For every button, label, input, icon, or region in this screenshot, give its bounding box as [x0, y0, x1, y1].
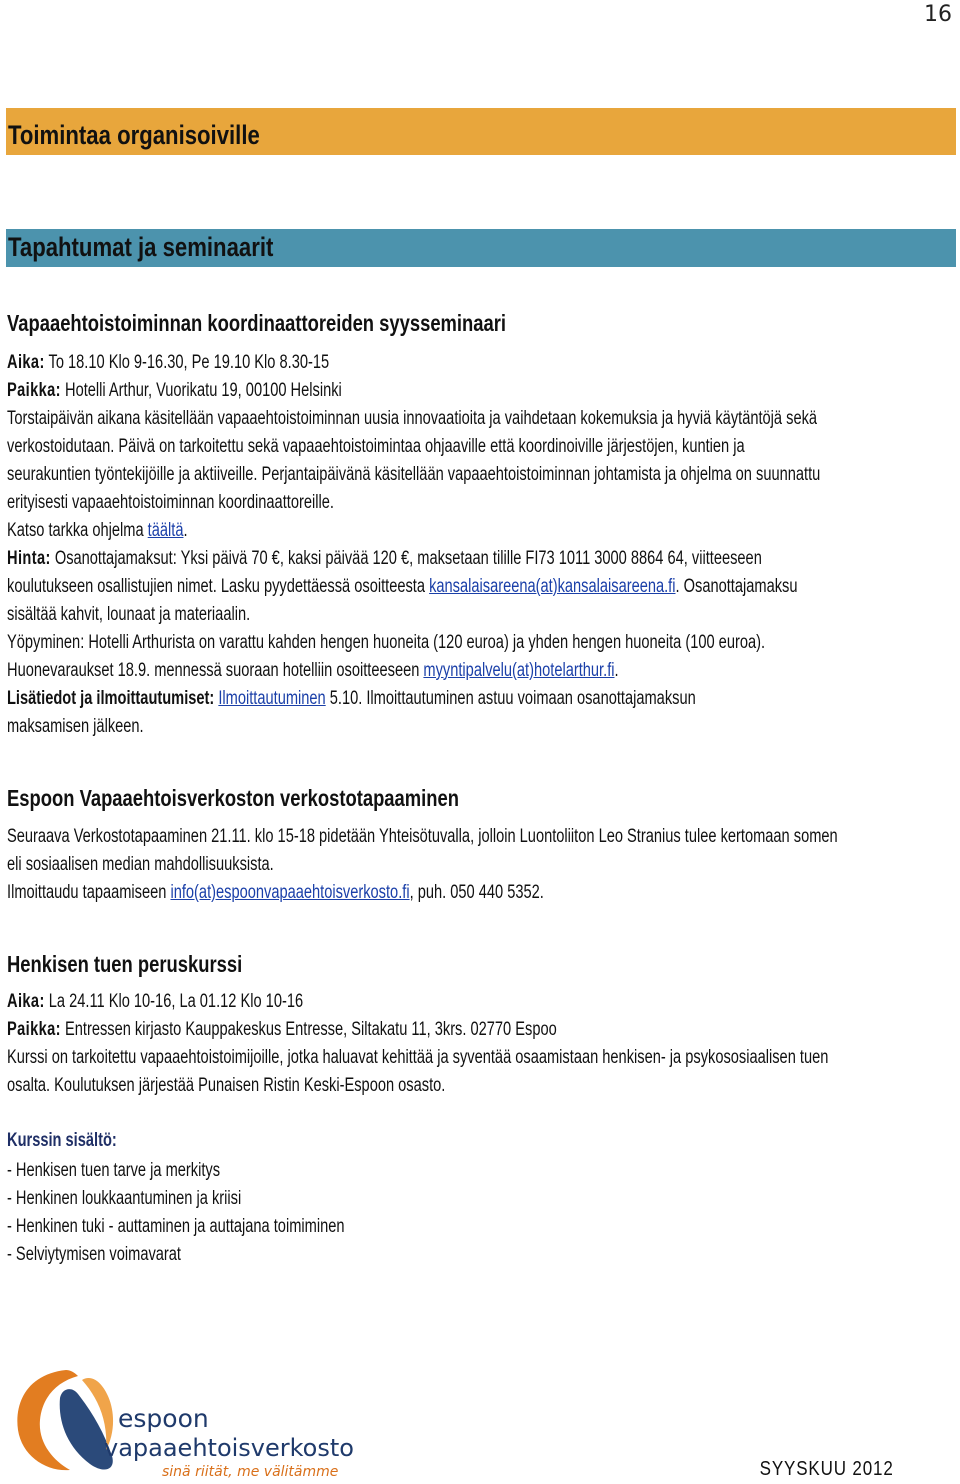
seminar-price	[7, 545, 762, 573]
seminar-description: Torstaipäivän aikana käsitellään vapaaehtoistoiminnan uusia innovaatioita ja vaihdetaan kokemuksia ja hyviä käytäntöjä sekä	[7, 408, 818, 429]
registration-label: Lisätiedot ja ilmoittautumiset:	[7, 688, 215, 709]
signup-text: Ilmoittaudu tapaamiseen	[7, 882, 171, 903]
seminar-description: seurakuntien työntekijöille ja aktiiveille. Perjantaipäivänä käsitellään vapaaehtoistoiminnan johtamista ja ohjelma on suunnattu	[7, 464, 821, 485]
section-banner-events	[6, 229, 956, 267]
time-value: To 18.10 Klo 9-16.30, Pe 19.10 Klo 8.30-15	[44, 352, 330, 373]
seminar-program	[7, 517, 188, 545]
course-description: Kurssi on tarkoitettu vapaaehtoistoimijoille, jotka haluavat kehittää ja syventää osaamistaan henkisen- ja psykososiaalisen tuen	[7, 1047, 829, 1068]
time-label: Aika:	[7, 352, 45, 373]
seminar-description: verkostoidutaan. Päivä on tarkoitettu sekä vapaaehtoistoimintaa ohjaaville että koordinoiville järjestöjen, kuntien ja	[7, 436, 745, 457]
seminar-place	[7, 377, 342, 405]
price-text: . Osanottajamaksu	[675, 576, 798, 597]
invoice-email-link[interactable]: kansalaisareena(at)kansalaisareena.fi	[429, 576, 676, 597]
section-banner-organizers	[6, 108, 956, 155]
place-label: Paikka:	[7, 380, 61, 401]
seminar-registration: maksamisen jälkeen.	[7, 716, 144, 737]
seminar-registration	[7, 685, 696, 713]
seminar-price: sisältää kahvit, lounaat ja materiaalin.	[7, 604, 251, 625]
seminar-time	[7, 349, 329, 377]
program-end: .	[183, 520, 188, 541]
footer-date: SYYSKUU 2012	[760, 1458, 894, 1480]
seminar-price	[7, 573, 797, 601]
time-label: Aika:	[7, 991, 45, 1012]
network-meeting-signup	[7, 879, 544, 907]
seminar-accommodation: Yöpyminen: Hotelli Arthurista on varattu kahden hengen huoneita (120 euroa) ja yhden hengen huoneita (100 euroa).	[7, 632, 766, 653]
network-meeting-title: Espoon Vapaaehtoisverkoston verkostotapaaminen	[7, 785, 459, 811]
booking-end: .	[614, 660, 619, 681]
network-meeting-text: Seuraava Verkostotapaaminen 21.11. klo 15-18 pidetään Yhteisötuvalla, jolloin Luontoliiton Leo Stranius tulee kertomaan somen	[7, 826, 838, 847]
course-content-item: - Henkinen loukkaantuminen ja kriisi	[7, 1188, 242, 1209]
place-value: Entressen kirjasto Kauppakeskus Entresse, Siltakatu 11, 3krs. 02770 Espoo	[60, 1019, 557, 1040]
page-number: 16	[924, 2, 952, 27]
registration-link[interactable]: Ilmoittautuminen	[218, 688, 326, 709]
seminar-booking	[7, 657, 619, 685]
signup-phone: , puh. 050 440 5352.	[409, 882, 544, 903]
logo-text-espoon: espoon	[118, 1404, 209, 1433]
logo-text-vapaaehtoisverkosto: vapaaehtoisverkosto	[104, 1434, 354, 1462]
price-label: Hinta:	[7, 548, 51, 569]
course-content-item: - Henkisen tuen tarve ja merkitys	[7, 1160, 221, 1181]
logo-slogan: sinä riität, me välitämme	[162, 1464, 339, 1480]
banner-title: Tapahtumat ja seminaarit	[8, 232, 274, 262]
program-text: Katso tarkka ohjelma	[7, 520, 148, 541]
place-label: Paikka:	[7, 1019, 61, 1040]
course-description: osalta. Koulutuksen järjestää Punaisen Ristin Keski-Espoon osasto.	[7, 1075, 446, 1096]
network-email-link[interactable]: info(at)espoonvapaaehtoisverkosto.fi	[170, 882, 410, 903]
network-meeting-text: eli sosiaalisen median mahdollisuuksista.	[7, 854, 274, 875]
registration-text: 5.10. Ilmoittautuminen astuu voimaan osanottajamaksun	[325, 688, 696, 709]
booking-text: Huonevaraukset 18.9. mennessä suoraan hotelliin osoitteeseen	[7, 660, 424, 681]
program-link[interactable]: täältä	[147, 520, 184, 541]
seminar-description: erityisesti vapaaehtoistoiminnan koordinaattoreille.	[7, 492, 334, 513]
price-text: koulutukseen osallistujien nimet. Lasku pyydettäessä osoitteesta	[7, 576, 430, 597]
course-content-item: - Henkinen tuki - auttaminen ja auttajana toimiminen	[7, 1216, 345, 1237]
time-value: La 24.11 Klo 10-16, La 01.12 Klo 10-16	[44, 991, 304, 1012]
course-content-item: - Selviytymisen voimavarat	[7, 1244, 181, 1265]
price-value: Osanottajamaksut: Yksi päivä 70 €, kaksi päivää 120 €, maksetaan tilille FI73 1011 3000 8864 64, viitteeseen	[50, 548, 762, 569]
course-time	[7, 988, 303, 1016]
hotel-email-link[interactable]: myyntipalvelu(at)hotelarthur.fi	[423, 660, 615, 681]
course-title: Henkisen tuen peruskurssi	[7, 951, 243, 977]
place-value: Hotelli Arthur, Vuorikatu 19, 00100 Helsinki	[60, 380, 342, 401]
banner-title: Toimintaa organisoiville	[8, 120, 260, 150]
course-place	[7, 1016, 557, 1044]
course-content-heading: Kurssin sisältö:	[7, 1130, 117, 1151]
seminar-title: Vapaaehtoistoiminnan koordinaattoreiden syysseminaari	[7, 310, 507, 336]
